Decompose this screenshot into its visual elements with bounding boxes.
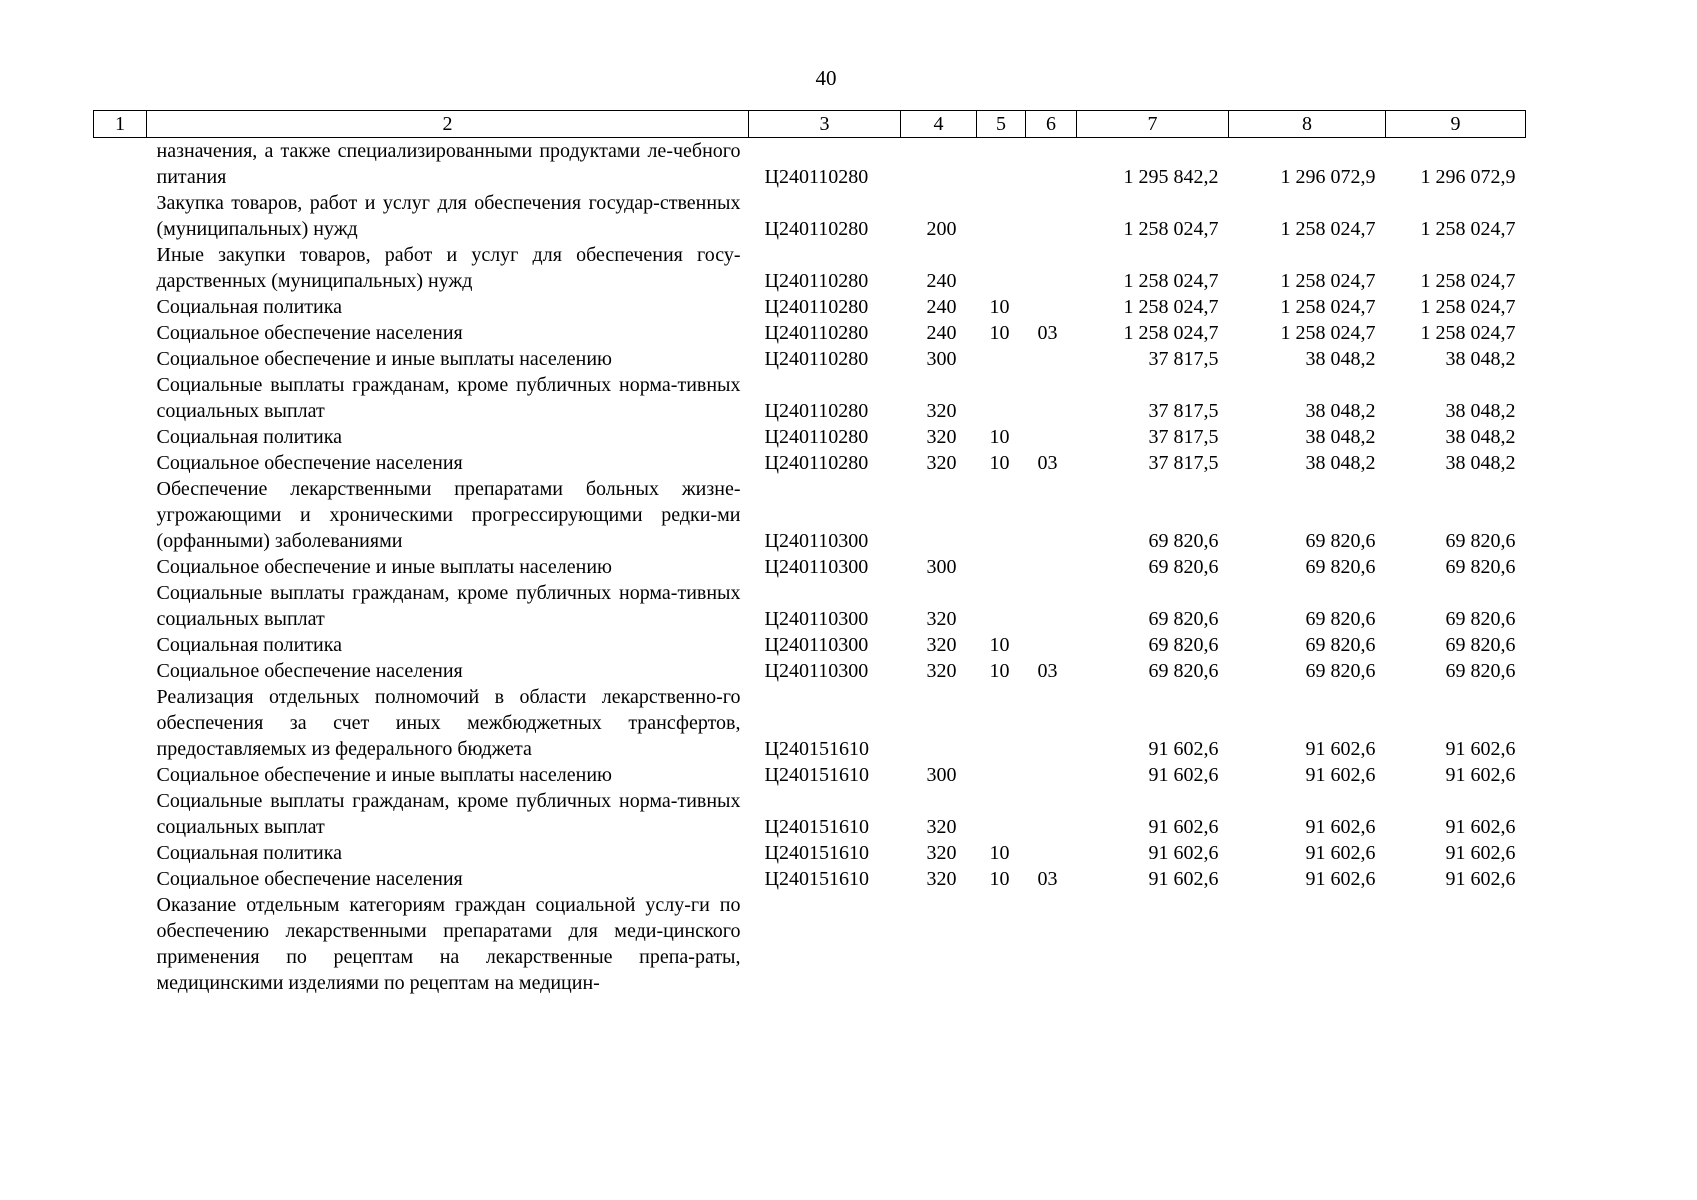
item-name-cell: Социальное обеспечение населения bbox=[156, 322, 463, 344]
section-cell: 10 bbox=[989, 452, 1010, 474]
column-header: 1 bbox=[94, 111, 147, 138]
amount-year-2-cell: 91 602,6 bbox=[1305, 868, 1376, 890]
row-number-cell bbox=[94, 892, 147, 996]
section-cell bbox=[977, 190, 1026, 242]
amount-year-1-cell: 37 817,5 bbox=[1148, 452, 1219, 474]
amount-year-3-cell: 38 048,2 bbox=[1445, 400, 1516, 422]
target-article-code-cell: Ц240110280 bbox=[764, 452, 869, 474]
subsection-cell bbox=[1026, 138, 1077, 191]
amount-year-1-cell: 37 817,5 bbox=[1148, 400, 1219, 422]
section-cell: 10 bbox=[989, 868, 1010, 890]
subsection-cell bbox=[1026, 554, 1077, 580]
section-cell bbox=[977, 892, 1026, 996]
item-name-cell: Реализация отдельных полномочий в области лекарственно-го обеспечения за счет иных межбюджетных трансфертов, предоставляемых из федерального бюджета bbox=[156, 686, 741, 760]
item-name-cell: Обеспечение лекарственными препаратами больных жизне-угрожающими и хроническими прогрессирующими редки-ми (орфанными) заболеваниями bbox=[156, 478, 741, 552]
target-article-code-cell: Ц240110300 bbox=[764, 634, 869, 656]
subsection-cell bbox=[1026, 580, 1077, 632]
page-number: 40 bbox=[815, 66, 837, 90]
expense-type-cell: 240 bbox=[926, 322, 957, 344]
row-number-cell bbox=[94, 294, 147, 320]
budget-table-body bbox=[94, 138, 1526, 997]
item-name-cell: Социальное обеспечение населения bbox=[156, 452, 463, 474]
amount-year-3-cell: 91 602,6 bbox=[1445, 738, 1516, 760]
item-name-cell: Закупка товаров, работ и услуг для обеспечения государ-ственных (муниципальных) нужд bbox=[156, 192, 741, 240]
amount-year-2-cell bbox=[1229, 892, 1386, 996]
amount-year-1-cell: 37 817,5 bbox=[1148, 348, 1219, 370]
column-header: 3 bbox=[749, 111, 901, 138]
amount-year-3-cell: 1 258 024,7 bbox=[1420, 218, 1516, 240]
table-row bbox=[94, 138, 1526, 191]
amount-year-2-cell: 69 820,6 bbox=[1305, 530, 1376, 552]
section-cell bbox=[977, 138, 1026, 191]
amount-year-1-cell: 91 602,6 bbox=[1148, 868, 1219, 890]
subsection-cell bbox=[1026, 346, 1077, 372]
target-article-code-cell: Ц240110300 bbox=[764, 608, 869, 630]
amount-year-2-cell: 1 258 024,7 bbox=[1280, 322, 1376, 344]
amount-year-3-cell: 91 602,6 bbox=[1445, 842, 1516, 864]
target-article-code-cell: Ц240110280 bbox=[764, 270, 869, 292]
expense-type-cell: 240 bbox=[926, 296, 957, 318]
amount-year-3-cell: 1 296 072,9 bbox=[1420, 166, 1516, 188]
section-cell bbox=[977, 554, 1026, 580]
column-header: 8 bbox=[1229, 111, 1386, 138]
target-article-code-cell: Ц240151610 bbox=[764, 764, 869, 786]
item-name-cell: Социальные выплаты гражданам, кроме публичных норма-тивных социальных выплат bbox=[156, 582, 741, 630]
subsection-cell bbox=[1026, 190, 1077, 242]
amount-year-2-cell: 38 048,2 bbox=[1305, 426, 1376, 448]
row-number-cell bbox=[94, 658, 147, 684]
table-row bbox=[94, 632, 1526, 658]
row-number-cell bbox=[94, 346, 147, 372]
amount-year-2-cell: 1 296 072,9 bbox=[1280, 166, 1376, 188]
subsection-cell bbox=[1026, 840, 1077, 866]
amount-year-3-cell: 38 048,2 bbox=[1445, 348, 1516, 370]
table-row bbox=[94, 788, 1526, 840]
table-row bbox=[94, 580, 1526, 632]
amount-year-3-cell: 1 258 024,7 bbox=[1420, 322, 1516, 344]
table-row bbox=[94, 320, 1526, 346]
section-cell bbox=[977, 762, 1026, 788]
amount-year-3-cell: 91 602,6 bbox=[1445, 764, 1516, 786]
subsection-cell bbox=[1026, 476, 1077, 554]
column-header: 7 bbox=[1077, 111, 1229, 138]
row-number-cell bbox=[94, 788, 147, 840]
column-header: 9 bbox=[1386, 111, 1526, 138]
row-number-cell bbox=[94, 762, 147, 788]
item-name-cell: Социальное обеспечение населения bbox=[156, 660, 463, 682]
expense-type-cell: 320 bbox=[926, 816, 957, 838]
item-name-cell: Социальные выплаты гражданам, кроме публичных норма-тивных социальных выплат bbox=[156, 790, 741, 838]
subsection-cell bbox=[1026, 684, 1077, 762]
expense-type-cell: 320 bbox=[926, 452, 957, 474]
subsection-cell bbox=[1026, 762, 1077, 788]
item-name-cell: Социальная политика bbox=[156, 842, 343, 864]
table-row bbox=[94, 190, 1526, 242]
subsection-cell: 03 bbox=[1037, 452, 1058, 474]
amount-year-2-cell: 69 820,6 bbox=[1305, 608, 1376, 630]
target-article-code-cell: Ц240110280 bbox=[764, 426, 869, 448]
table-row bbox=[94, 658, 1526, 684]
item-name-cell: Социальное обеспечение и иные выплаты населению bbox=[156, 556, 612, 578]
section-cell: 10 bbox=[989, 296, 1010, 318]
expense-type-cell: 320 bbox=[926, 868, 957, 890]
section-cell: 10 bbox=[989, 842, 1010, 864]
table-row bbox=[94, 762, 1526, 788]
amount-year-1-cell: 69 820,6 bbox=[1148, 556, 1219, 578]
table-row bbox=[94, 840, 1526, 866]
target-article-code-cell: Ц240110300 bbox=[764, 660, 869, 682]
section-cell bbox=[977, 242, 1026, 294]
table-row bbox=[94, 294, 1526, 320]
amount-year-1-cell: 91 602,6 bbox=[1148, 842, 1219, 864]
amount-year-1-cell: 1 258 024,7 bbox=[1123, 296, 1219, 318]
section-cell: 10 bbox=[989, 426, 1010, 448]
amount-year-1-cell: 69 820,6 bbox=[1148, 660, 1219, 682]
row-number-cell bbox=[94, 554, 147, 580]
item-name-cell: Оказание отдельным категориям граждан социальной услу-ги по обеспечению лекарственными препаратами для меди-цинского применения по рецептам на лекарственные препа-раты, медицинскими изделиями по рецептам на медицин- bbox=[156, 894, 741, 994]
expense-type-cell: 300 bbox=[926, 348, 957, 370]
target-article-code-cell bbox=[749, 892, 901, 996]
column-header: 5 bbox=[977, 111, 1026, 138]
amount-year-2-cell: 91 602,6 bbox=[1305, 764, 1376, 786]
target-article-code-cell: Ц240110280 bbox=[764, 322, 869, 344]
amount-year-3-cell: 91 602,6 bbox=[1445, 868, 1516, 890]
subsection-cell: 03 bbox=[1037, 868, 1058, 890]
section-cell bbox=[977, 372, 1026, 424]
table-row bbox=[94, 450, 1526, 476]
amount-year-3-cell: 69 820,6 bbox=[1445, 660, 1516, 682]
row-number-cell bbox=[94, 684, 147, 762]
expense-type-cell bbox=[901, 476, 977, 554]
subsection-cell bbox=[1026, 242, 1077, 294]
target-article-code-cell: Ц240110280 bbox=[764, 296, 869, 318]
row-number-cell bbox=[94, 138, 147, 191]
table-row bbox=[94, 554, 1526, 580]
table-row bbox=[94, 684, 1526, 762]
section-cell bbox=[977, 684, 1026, 762]
table-row bbox=[94, 476, 1526, 554]
table-row bbox=[94, 424, 1526, 450]
section-cell bbox=[977, 788, 1026, 840]
section-cell: 10 bbox=[989, 634, 1010, 656]
table-row bbox=[94, 346, 1526, 372]
target-article-code-cell: Ц240110280 bbox=[764, 218, 869, 240]
amount-year-2-cell: 91 602,6 bbox=[1305, 816, 1376, 838]
row-number-cell bbox=[94, 450, 147, 476]
amount-year-3-cell: 38 048,2 bbox=[1445, 426, 1516, 448]
target-article-code-cell: Ц240110280 bbox=[764, 400, 869, 422]
expense-type-cell: 320 bbox=[926, 426, 957, 448]
column-header: 4 bbox=[901, 111, 977, 138]
section-cell: 10 bbox=[989, 660, 1010, 682]
amount-year-2-cell: 1 258 024,7 bbox=[1280, 296, 1376, 318]
item-name-cell: Социальное обеспечение населения bbox=[156, 868, 463, 890]
amount-year-3-cell: 1 258 024,7 bbox=[1420, 270, 1516, 292]
row-number-cell bbox=[94, 424, 147, 450]
subsection-cell: 03 bbox=[1037, 322, 1058, 344]
amount-year-3-cell: 38 048,2 bbox=[1445, 452, 1516, 474]
row-number-cell bbox=[94, 242, 147, 294]
amount-year-1-cell: 91 602,6 bbox=[1148, 738, 1219, 760]
amount-year-3-cell bbox=[1386, 892, 1526, 996]
item-name-cell: Социальное обеспечение и иные выплаты населению bbox=[156, 764, 612, 786]
section-cell bbox=[977, 476, 1026, 554]
amount-year-1-cell: 69 820,6 bbox=[1148, 634, 1219, 656]
item-name-cell: Социальные выплаты гражданам, кроме публичных норма-тивных социальных выплат bbox=[156, 374, 741, 422]
subsection-cell bbox=[1026, 788, 1077, 840]
section-cell bbox=[977, 580, 1026, 632]
item-name-cell: назначения, а также специализированными продуктами ле-чебного питания bbox=[156, 140, 741, 188]
amount-year-2-cell: 69 820,6 bbox=[1305, 660, 1376, 682]
column-header: 6 bbox=[1026, 111, 1077, 138]
row-number-cell bbox=[94, 190, 147, 242]
amount-year-1-cell: 1 258 024,7 bbox=[1123, 322, 1219, 344]
table-row bbox=[94, 866, 1526, 892]
row-number-cell bbox=[94, 580, 147, 632]
amount-year-2-cell: 1 258 024,7 bbox=[1280, 218, 1376, 240]
expense-type-cell: 320 bbox=[926, 842, 957, 864]
item-name-cell: Социальная политика bbox=[156, 426, 343, 448]
section-cell bbox=[977, 346, 1026, 372]
amount-year-1-cell: 69 820,6 bbox=[1148, 608, 1219, 630]
target-article-code-cell: Ц240110280 bbox=[764, 348, 869, 370]
row-number-cell bbox=[94, 372, 147, 424]
expense-type-cell: 300 bbox=[926, 764, 957, 786]
target-article-code-cell: Ц240151610 bbox=[764, 816, 869, 838]
amount-year-3-cell: 69 820,6 bbox=[1445, 634, 1516, 656]
amount-year-1-cell: 37 817,5 bbox=[1148, 426, 1219, 448]
expense-type-cell bbox=[901, 892, 977, 996]
item-name-cell: Иные закупки товаров, работ и услуг для обеспечения госу-дарственных (муниципальных) нужд bbox=[156, 244, 741, 292]
amount-year-2-cell: 69 820,6 bbox=[1305, 634, 1376, 656]
row-number-cell bbox=[94, 840, 147, 866]
table-row bbox=[94, 242, 1526, 294]
row-number-cell bbox=[94, 476, 147, 554]
expense-type-cell: 200 bbox=[926, 218, 957, 240]
expense-type-cell bbox=[901, 138, 977, 191]
item-name-cell: Социальная политика bbox=[156, 634, 343, 656]
expense-type-cell: 300 bbox=[926, 556, 957, 578]
amount-year-1-cell bbox=[1077, 892, 1229, 996]
subsection-cell bbox=[1026, 424, 1077, 450]
amount-year-1-cell: 1 295 842,2 bbox=[1123, 166, 1219, 188]
amount-year-2-cell: 1 258 024,7 bbox=[1280, 270, 1376, 292]
amount-year-1-cell: 1 258 024,7 bbox=[1123, 270, 1219, 292]
amount-year-2-cell: 91 602,6 bbox=[1305, 842, 1376, 864]
amount-year-3-cell: 69 820,6 bbox=[1445, 556, 1516, 578]
amount-year-1-cell: 91 602,6 bbox=[1148, 764, 1219, 786]
target-article-code-cell: Ц240151610 bbox=[764, 738, 869, 760]
amount-year-2-cell: 69 820,6 bbox=[1305, 556, 1376, 578]
target-article-code-cell: Ц240110300 bbox=[764, 556, 869, 578]
target-article-code-cell: Ц240110280 bbox=[764, 166, 869, 188]
item-name-cell: Социальная политика bbox=[156, 296, 343, 318]
column-header: 2 bbox=[147, 111, 749, 138]
target-article-code-cell: Ц240151610 bbox=[764, 842, 869, 864]
section-cell: 10 bbox=[989, 322, 1010, 344]
item-name-cell: Социальное обеспечение и иные выплаты населению bbox=[156, 348, 612, 370]
expense-type-cell: 320 bbox=[926, 660, 957, 682]
expense-type-cell: 320 bbox=[926, 608, 957, 630]
subsection-cell bbox=[1026, 294, 1077, 320]
table-row bbox=[94, 892, 1526, 996]
amount-year-3-cell: 69 820,6 bbox=[1445, 608, 1516, 630]
amount-year-2-cell: 91 602,6 bbox=[1305, 738, 1376, 760]
expense-type-cell: 320 bbox=[926, 400, 957, 422]
expense-type-cell: 320 bbox=[926, 634, 957, 656]
amount-year-3-cell: 91 602,6 bbox=[1445, 816, 1516, 838]
amount-year-3-cell: 69 820,6 bbox=[1445, 530, 1516, 552]
expense-type-cell bbox=[901, 684, 977, 762]
budget-table bbox=[93, 110, 1526, 996]
subsection-cell bbox=[1026, 372, 1077, 424]
target-article-code-cell: Ц240110300 bbox=[764, 530, 869, 552]
amount-year-1-cell: 1 258 024,7 bbox=[1123, 218, 1219, 240]
subsection-cell bbox=[1026, 632, 1077, 658]
subsection-cell: 03 bbox=[1037, 660, 1058, 682]
target-article-code-cell: Ц240151610 bbox=[764, 868, 869, 890]
amount-year-3-cell: 1 258 024,7 bbox=[1420, 296, 1516, 318]
row-number-cell bbox=[94, 320, 147, 346]
column-number-header-row bbox=[94, 111, 1526, 138]
amount-year-2-cell: 38 048,2 bbox=[1305, 452, 1376, 474]
table-row bbox=[94, 372, 1526, 424]
expense-type-cell: 240 bbox=[926, 270, 957, 292]
amount-year-2-cell: 38 048,2 bbox=[1305, 348, 1376, 370]
amount-year-1-cell: 69 820,6 bbox=[1148, 530, 1219, 552]
subsection-cell bbox=[1026, 892, 1077, 996]
row-number-cell bbox=[94, 632, 147, 658]
amount-year-2-cell: 38 048,2 bbox=[1305, 400, 1376, 422]
amount-year-1-cell: 91 602,6 bbox=[1148, 816, 1219, 838]
row-number-cell bbox=[94, 866, 147, 892]
